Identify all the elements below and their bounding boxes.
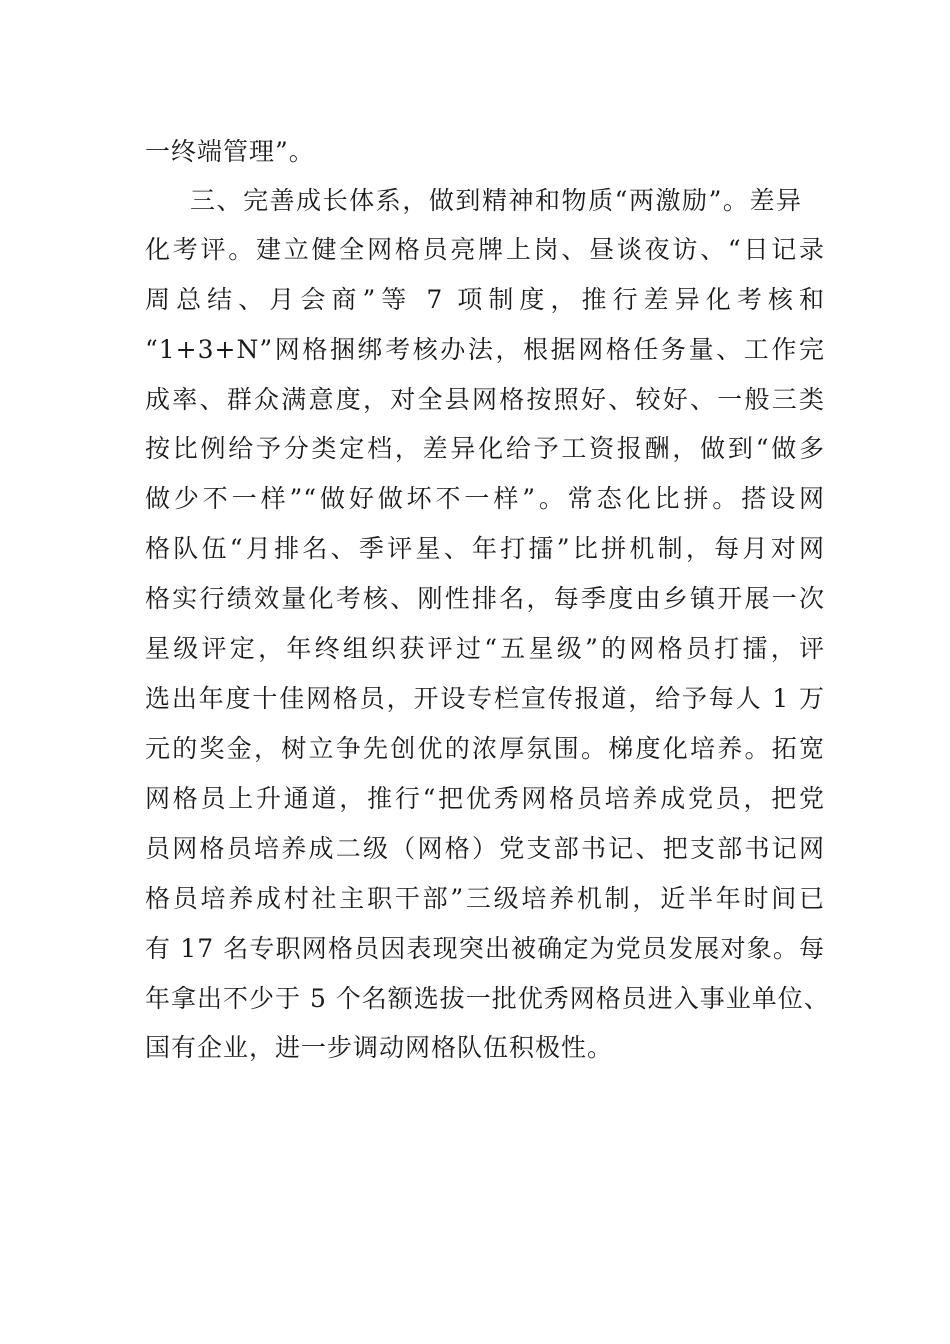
text-line-4: 周总结、月会商”等 7 项制度，推行差异化考核和 — [145, 285, 825, 314]
text-line-16: 格员培养成村社主职干部”三级培养机制，近半年时间已 — [145, 884, 825, 913]
text-line-11: 星级评定，年终组织获评过“五星级”的网格员打擂，评 — [145, 634, 825, 663]
text-line-9: 格队伍“月排名、季评星、年打擂”比拼机制，每月对网 — [145, 534, 825, 563]
text-line-5: “1+3+N”网格捆绑考核办法，根据网格任务量、工作完 — [145, 335, 825, 364]
text-line-10: 格实行绩效量化考核、刚性排名，每季度由乡镇开展一次 — [145, 584, 825, 613]
text-line-2: 三、完善成长体系，做到精神和物质“两激励”。差异 — [190, 186, 802, 215]
text-line-13: 元的奖金，树立争先创优的浓厚氛围。梯度化培养。拓宽 — [145, 734, 825, 763]
text-line-15: 员网格员培养成二级（网格）党支部书记、把支部书记网 — [145, 834, 825, 863]
text-line-7: 按比例给予分类定档，差异化给予工资报酬，做到“做多 — [145, 434, 825, 463]
text-line-12: 选出年度十佳网格员，开设专栏宣传报道，给予每人 1 万 — [145, 684, 825, 713]
text-line-8: 做少不一样”“做好做坏不一样”。常态化比拼。搭设网 — [145, 484, 825, 513]
text-line-3: 化考评。建立健全网格员亮牌上岗、昼谈夜访、“日记录 — [145, 235, 825, 264]
text-line-18: 年拿出不少于 5 个名额选拔一批优秀网格员进入事业单位、 — [145, 984, 830, 1013]
text-line-6: 成率、群众满意度，对全县网格按照好、较好、一般三类 — [145, 385, 825, 414]
text-line-1: 一终端管理”。 — [145, 137, 315, 166]
text-line-19: 国有企业，进一步调动网格队伍积极性。 — [145, 1033, 614, 1062]
text-line-14: 网格员上升通道，推行“把优秀网格员培养成党员，把党 — [145, 784, 825, 813]
text-line-17: 有 17 名专职网格员因表现突出被确定为党员发展对象。每 — [145, 934, 825, 963]
